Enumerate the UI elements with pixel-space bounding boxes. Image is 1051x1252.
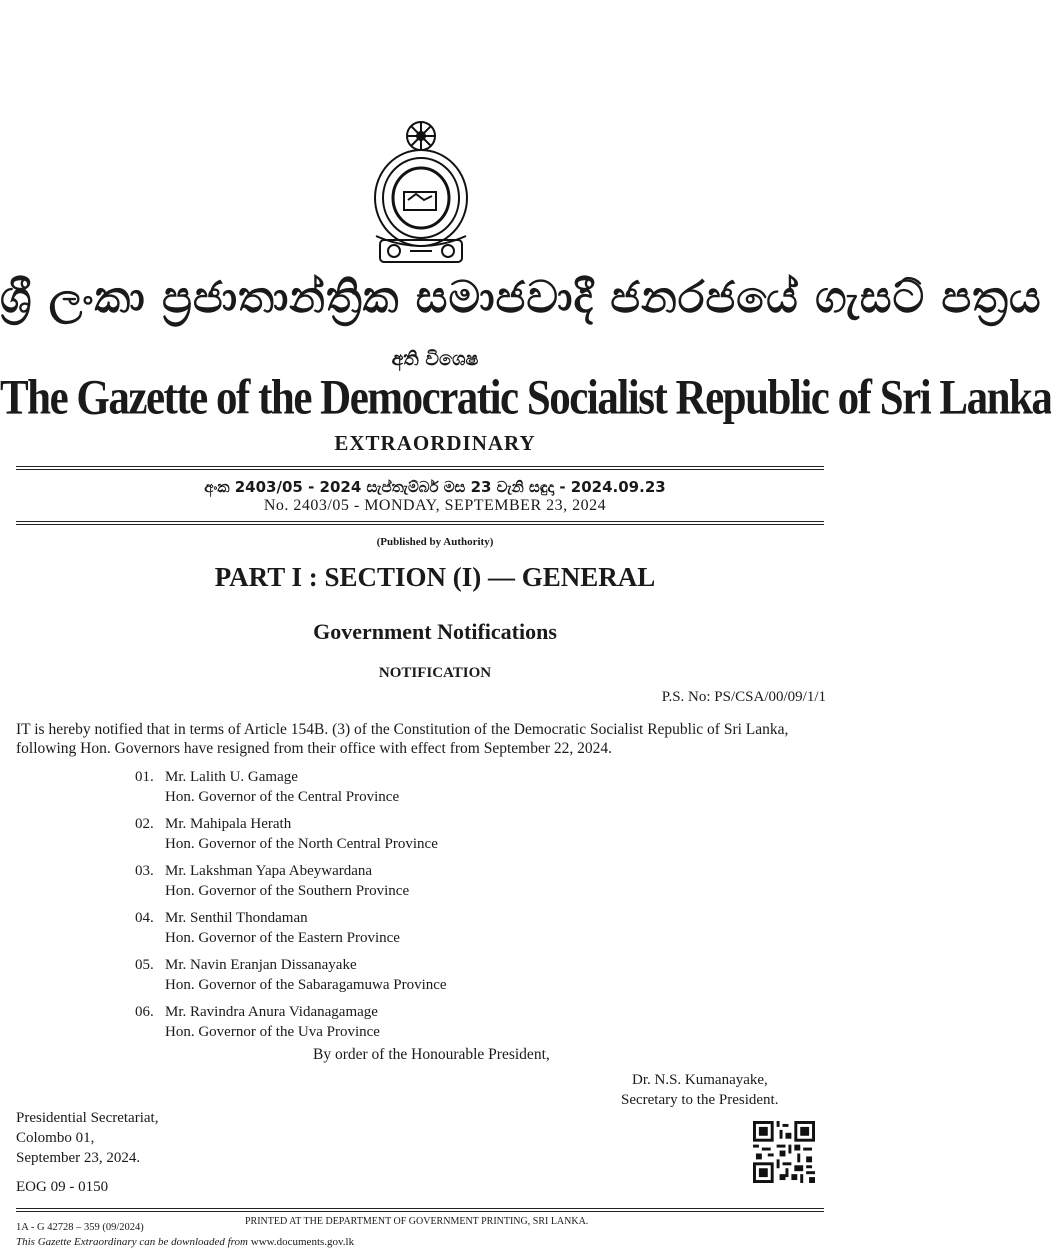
signer-name: Dr. N.S. Kumanayake, [632, 1072, 768, 1088]
address-line-3: September 23, 2024. [16, 1150, 141, 1166]
governor-name: Mr. Lakshman Yapa Abeywardana [165, 863, 373, 879]
list-item-number: 05. [135, 957, 154, 973]
governor-title: Hon. Governor of the Central Province [165, 788, 400, 805]
header-rule-top-inner [16, 469, 824, 470]
list-item-number: 03. [135, 863, 154, 879]
by-order-line: By order of the Honourable President, [313, 1046, 550, 1063]
issue-line-english: No. 2403/05 - MONDAY, SEPTEMBER 23, 2024 [263, 497, 607, 514]
reference-code: 1A - G 42728 – 359 (09/2024) [16, 1222, 144, 1233]
printer-line: PRINTED AT THE DEPARTMENT OF GOVERNMENT PRINTING, SRI LANKA. [245, 1216, 589, 1227]
governor-title: Hon. Governor of the Eastern Province [165, 929, 400, 946]
list-item-number: 04. [135, 910, 154, 926]
signer-title: Secretary to the President. [621, 1092, 779, 1108]
header-rule-top [16, 466, 824, 467]
address-line-2: Colombo 01, [16, 1130, 95, 1146]
issue-line-sinhala: අංක 2403/05 - 2024 සැප්තැම්බර් මස 23 වැනි සඳුදා - 2024.09.23 [204, 478, 666, 496]
header-rule-bottom [16, 521, 824, 522]
eog-code: EOG 09 - 0150 [16, 1179, 109, 1195]
list-item [135, 956, 635, 995]
sinhala-masthead-title: ශ්‍රී ලංකා ප්‍රජාතාන්ත්‍රික සමාජවාදී ජනරජයේ ගැසට් පත්‍රය [0, 272, 1042, 323]
address-line-1: Presidential Secretariat, [16, 1110, 159, 1126]
list-item-number: 02. [135, 816, 154, 832]
sri-lanka-emblem-icon [366, 116, 476, 271]
governor-name: Mr. Senthil Thondaman [165, 910, 308, 926]
list-item [135, 862, 635, 901]
header-rule-bottom-inner [16, 524, 824, 525]
governor-name: Mr. Mahipala Herath [165, 816, 292, 832]
part-heading: PART I : SECTION (I) — GENERAL [214, 562, 656, 592]
list-item [135, 768, 635, 807]
footer-rule-inner [16, 1211, 824, 1212]
list-item-number: 06. [135, 1004, 154, 1020]
edition-label: EXTRAORDINARY [334, 431, 536, 455]
list-item [135, 815, 635, 854]
published-by-authority: (Published by Authority) [376, 536, 494, 548]
footer-rule [16, 1208, 824, 1209]
governor-title: Hon. Governor of the Uva Province [165, 1023, 380, 1040]
governor-name: Mr. Ravindra Anura Vidanagamage [165, 1004, 378, 1020]
list-item-number: 01. [135, 769, 154, 785]
download-note [16, 1236, 354, 1248]
notification-heading: NOTIFICATION [378, 665, 492, 681]
notice-intro-paragraph: IT is hereby notified that in terms of Article 154B. (3) of the Constitution of the Democratic Socialist Republic of Sri Lanka, following Hon. Governors have resigned from their office with effect from September 22, 2024. [16, 721, 789, 757]
governor-title: Hon. Governor of the Southern Province [165, 882, 410, 899]
download-text: This Gazette Extraordinary can be downloaded from [16, 1236, 248, 1248]
download-link[interactable]: www.documents.gov.lk [250, 1236, 355, 1248]
section-heading: Government Notifications [313, 619, 557, 644]
list-item [135, 909, 635, 948]
governor-title: Hon. Governor of the North Central Province [165, 835, 438, 852]
sinhala-masthead-subtitle: අති විශෙෂ [391, 348, 479, 370]
qr-code-icon [753, 1121, 815, 1183]
governor-title: Hon. Governor of the Sabaragamuwa Province [165, 976, 447, 993]
english-masthead-title: The Gazette of the Democratic Socialist Republic of Sri Lanka [0, 371, 1051, 426]
list-item [135, 1003, 635, 1042]
governor-name: Mr. Navin Eranjan Dissanayake [165, 957, 357, 973]
governors-list [135, 768, 635, 1050]
governor-name: Mr. Lalith U. Gamage [165, 769, 298, 785]
ps-number: P.S. No: PS/CSA/00/09/1/1 [661, 689, 826, 705]
